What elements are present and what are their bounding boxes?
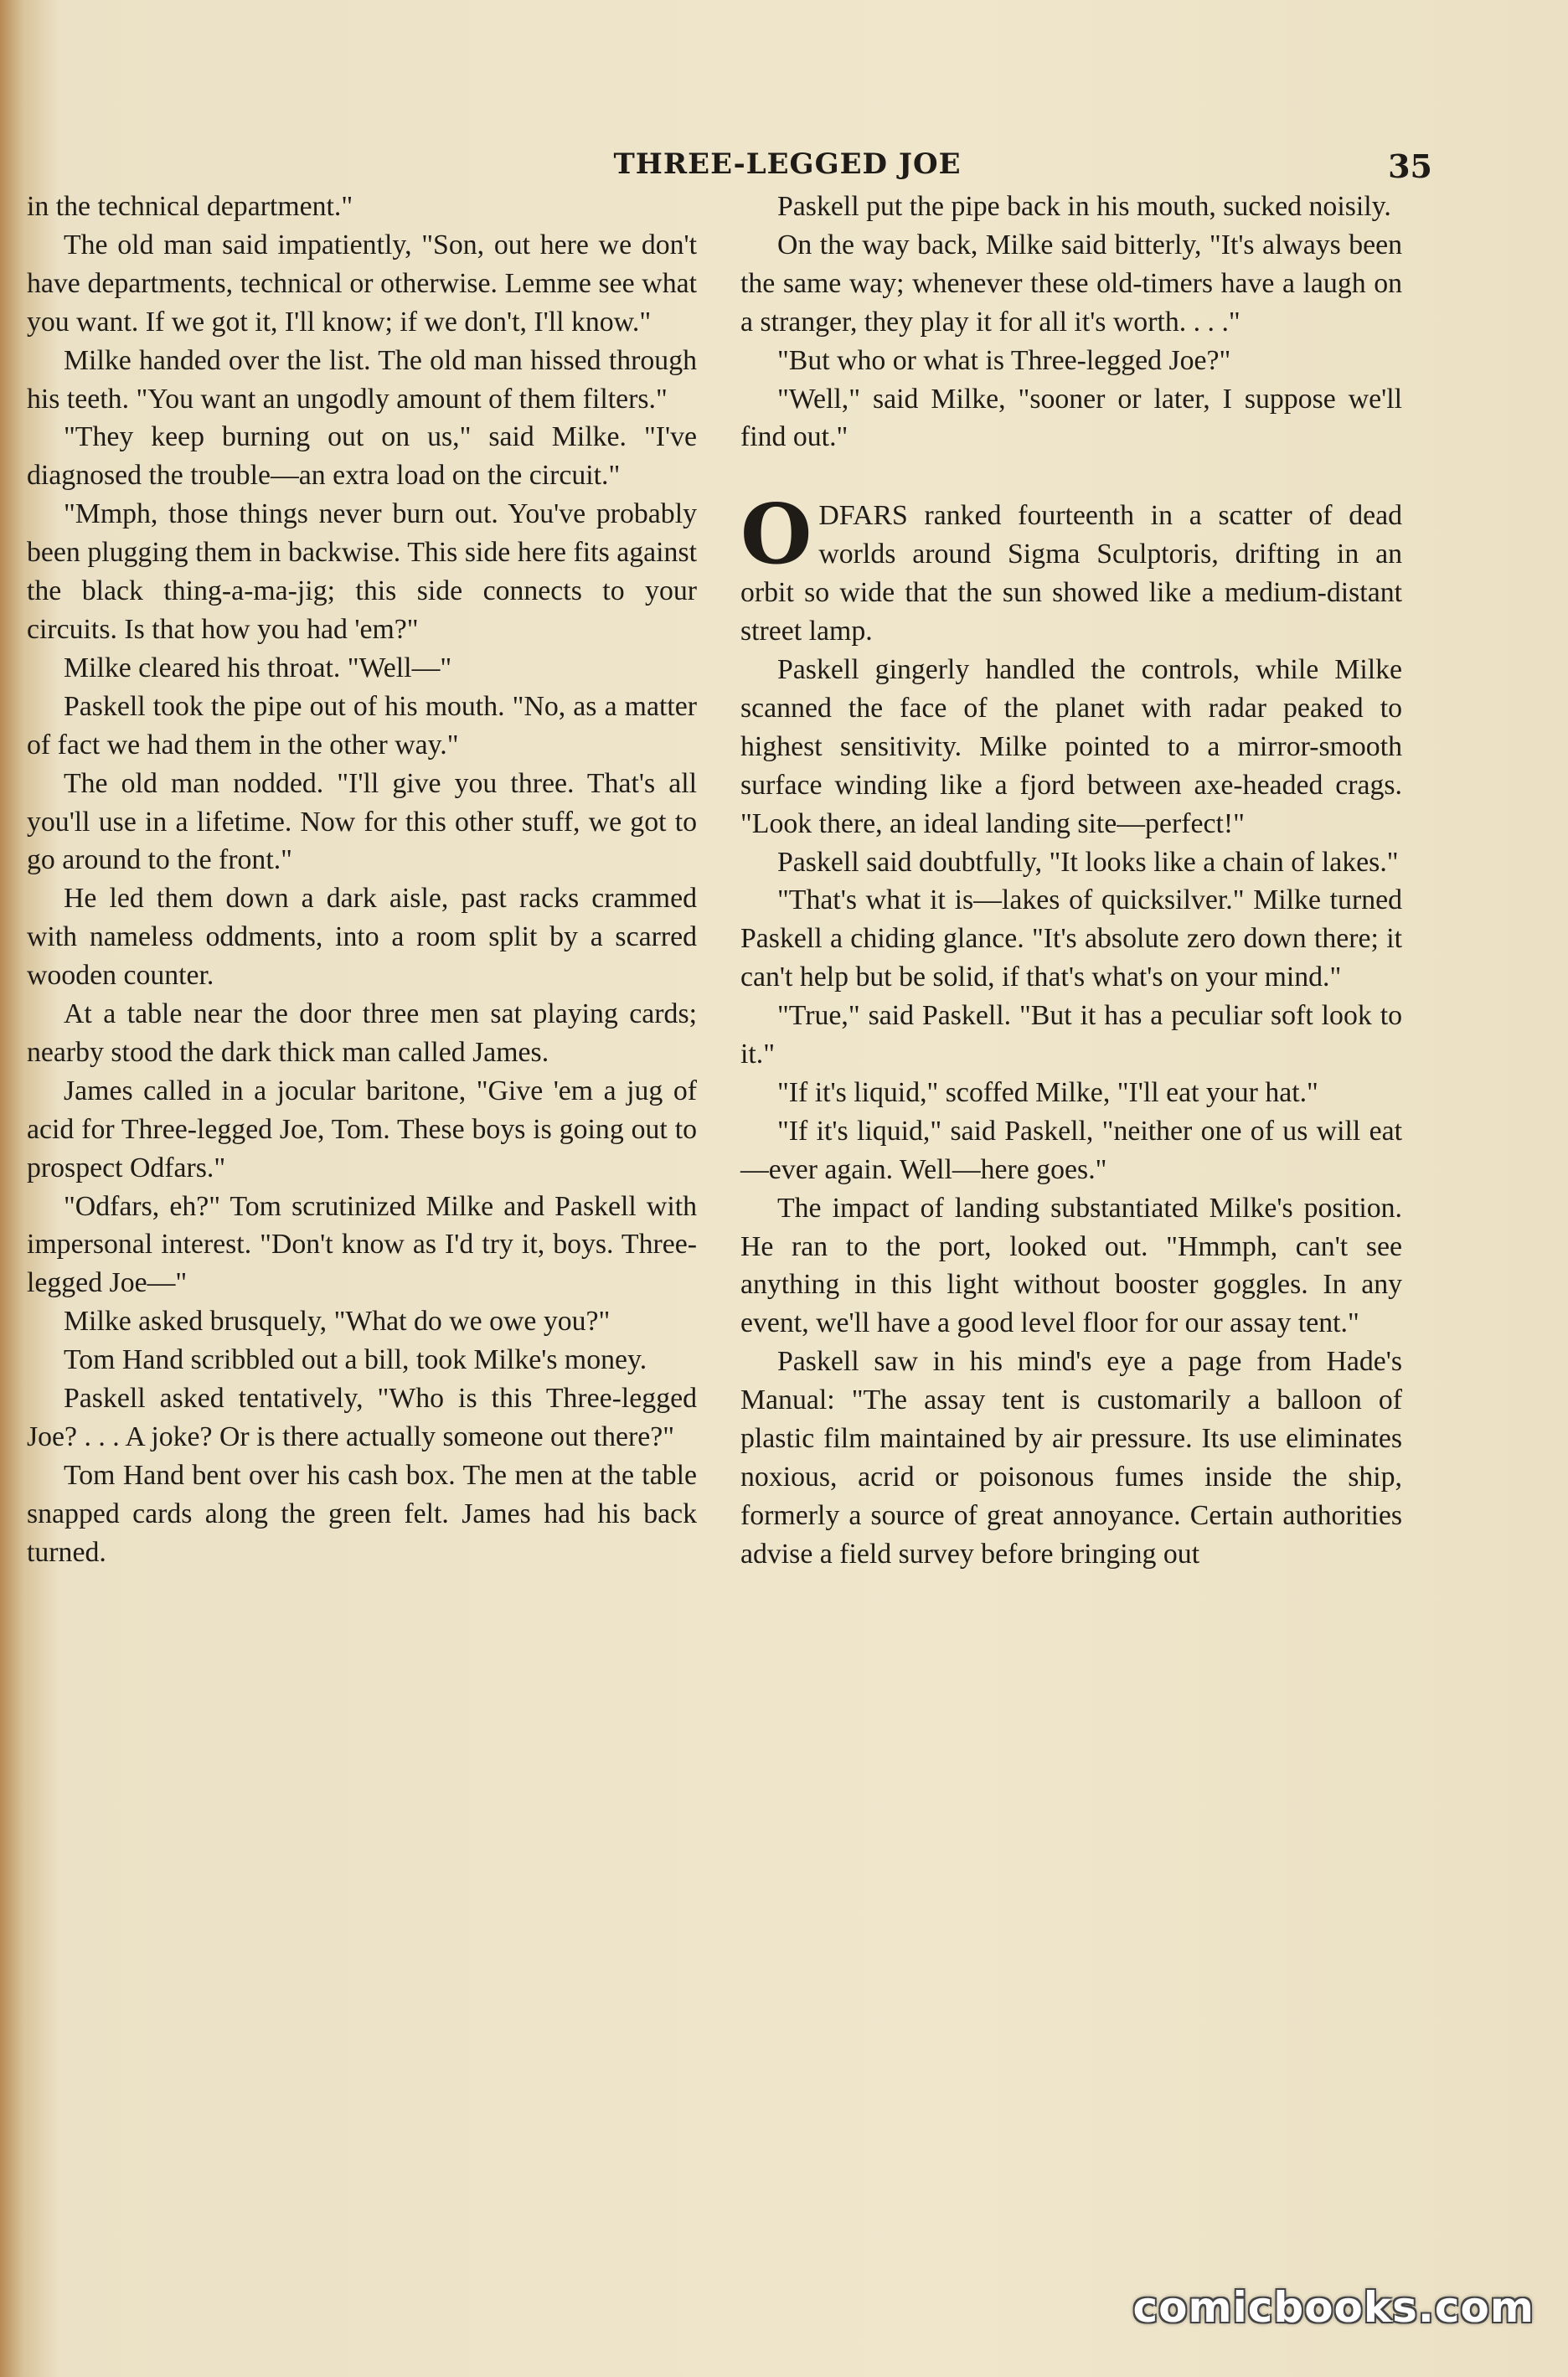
paragraph: "If it's liquid," said Paskell, "neither one of us will eat—ever again. Well—here goes." <box>740 1115 1402 1185</box>
paragraph: At a table near the door three men sat playing cards; nearby stood the dark thick man called James. <box>27 998 697 1068</box>
paragraph: Paskell gingerly handled the controls, while Milke scanned the face of the planet with radar peaked to highest sensitivity. Milke pointed to a mirror-smooth surface winding like a fjord between axe-headed crags. "Look there, an ideal landing site—perfect!" <box>740 653 1402 839</box>
running-title: THREE-LEGGED JOE <box>613 147 962 181</box>
paragraph: "Mmph, those things never burn out. You've probably been plugging them in backwise. This side here fits against the black thing-a-ma-jig; this side connects to your circuits. Is that how you had 'em?" <box>27 498 697 645</box>
right-column <box>740 188 1402 1574</box>
paragraph: James called in a jocular baritone, "Give 'em a jug of acid for Three-legged Joe, Tom. These boys is going out to prospect Odfars." <box>27 1075 697 1183</box>
paragraph: "Odfars, eh?" Tom scrutinized Milke and Paskell with impersonal interest. "Don't know as I'd try it, boys. Three-legged Joe—" <box>27 1190 697 1299</box>
drop-cap: O <box>740 487 812 584</box>
paragraph: Paskell asked tentatively, "Who is this Three-legged Joe? . . . A joke? Or is there actually someone out there?" <box>27 1383 697 1452</box>
paragraph: "Well," said Milke, "sooner or later, I suppose we'll find out." <box>740 383 1402 453</box>
paragraph: "If it's liquid," scoffed Milke, "I'll eat your hat." <box>777 1076 1318 1108</box>
paragraph: "They keep burning out on us," said Milke. "I've diagnosed the trouble—an extra load on the circuit." <box>27 421 697 492</box>
paragraph: Milke asked brusquely, "What do we owe you?" <box>64 1306 611 1338</box>
paragraph: Tom Hand scribbled out a bill, took Milke's money. <box>64 1344 647 1376</box>
paragraph: Milke cleared his throat. "Well—" <box>64 652 452 683</box>
section-opening-paragraph <box>740 487 1402 651</box>
paragraph: "But who or what is Three-legged Joe?" <box>777 344 1231 376</box>
paragraph: On the way back, Milke said bitterly, "It's always been the same way; whenever these old-timers have a laugh on a stranger, they play it for all it's worth. . . ." <box>740 229 1402 338</box>
paragraph: The impact of landing substantiated Milke's position. He ran to the port, looked out. "Hmmph, can't see anything in this light without booster goggles. In any event, we'll have a good level floor for our assay tent." <box>740 1192 1402 1339</box>
paragraph: He led them down a dark aisle, past racks crammed with nameless oddments, into a room split by a scarred wooden counter. <box>27 883 697 992</box>
page-number: 35 <box>1388 147 1432 185</box>
section-break <box>740 456 1402 497</box>
paragraph: Paskell put the pipe back in his mouth, sucked noisily. <box>777 191 1391 222</box>
paragraph: Tom Hand bent over his cash box. The men at the table snapped cards along the green felt. James had his back turned. <box>27 1459 697 1568</box>
paragraph: Paskell said doubtfully, "It looks like a chain of lakes." <box>777 846 1399 878</box>
paragraph: The old man said impatiently, "Son, out here we don't have departments, technical or otherwise. Lemme see what you want. If we got it, I'll know; if we don't, I'll know." <box>27 229 697 338</box>
paragraph: Milke handed over the list. The old man hissed through his teeth. "You want an ungodly amount of them filters." <box>27 344 697 415</box>
right-column-part-1 <box>740 188 1402 456</box>
paragraph: Paskell took the pipe out of his mouth. "No, as a matter of fact we had them in the other way." <box>27 690 697 761</box>
section-opening-text: DFARS ranked fourteenth in a scatter of dead worlds around Sigma Sculptoris, drifting in an orbit so wide that the sun showed like a medium-distant street lamp. <box>740 500 1402 647</box>
right-column-part-2 <box>740 651 1402 1574</box>
paragraph: The old man nodded. "I'll give you three. That's all you'll use in a lifetime. Now for this other stuff, we got to go around to the front." <box>27 767 697 876</box>
watermark-logo: comicbooks.com <box>1132 2283 1534 2332</box>
paragraph: Paskell saw in his mind's eye a page from Hade's Manual: "The assay tent is customarily a balloon of plastic film maintained by air pressure. Its use eliminates noxious, acrid or poisonous fumes inside the ship, formerly a source of great annoyance. Certain authorities advise a field survey before bringing out <box>740 1346 1402 1570</box>
left-column <box>27 188 697 1572</box>
paragraph: "That's what it is—lakes of quicksilver." Milke turned Paskell a chiding glance. "It's absolute zero down there; it can't help but be solid, if that's what's on your mind." <box>740 884 1402 993</box>
paragraph: "True," said Paskell. "But it has a peculiar soft look to it." <box>740 1000 1402 1070</box>
page-header <box>34 147 1432 189</box>
paragraph: in the technical department." <box>27 191 353 222</box>
